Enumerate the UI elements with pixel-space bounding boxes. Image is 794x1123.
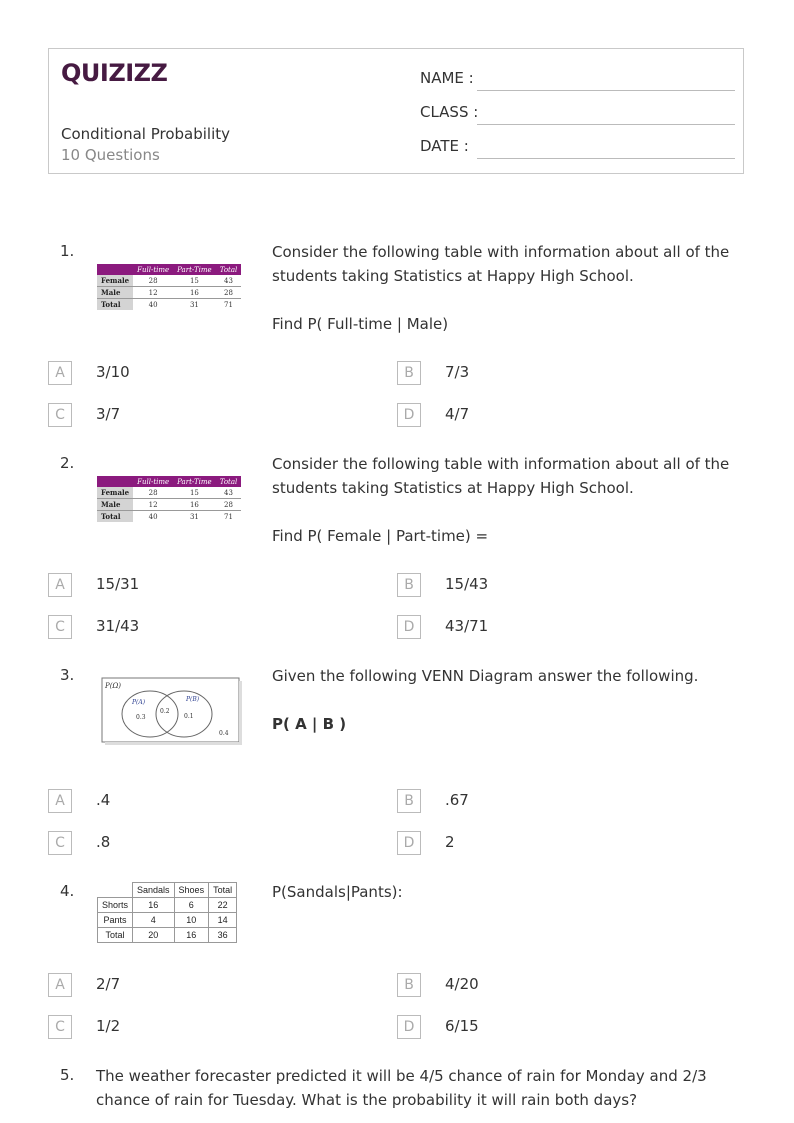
- svg-text:P(B): P(B): [186, 696, 200, 703]
- question-number: 4.: [60, 882, 75, 900]
- question-number: 3.: [60, 666, 75, 684]
- svg-text:0.1: 0.1: [184, 713, 194, 720]
- question-text: Given the following VENN Diagram answer the following. P( A | B ): [272, 667, 699, 733]
- question-count: 10 Questions: [61, 146, 160, 164]
- date-line[interactable]: [477, 158, 735, 159]
- question-text: Consider the following table with information about all of the students taking Statistics at Happy High School. Find P( Full-time | Male): [272, 243, 730, 333]
- date-label: DATE :: [420, 137, 469, 155]
- class-line[interactable]: [477, 124, 735, 125]
- name-label: NAME :: [420, 69, 474, 87]
- class-field[interactable]: [420, 103, 735, 125]
- date-field[interactable]: [420, 137, 735, 159]
- svg-text:0.3: 0.3: [136, 714, 146, 721]
- svg-text:0.2: 0.2: [160, 708, 170, 715]
- svg-text:0.4: 0.4: [219, 730, 229, 737]
- venn-diagram-image: [100, 676, 242, 746]
- name-field[interactable]: [420, 69, 735, 91]
- name-line[interactable]: [477, 90, 735, 91]
- frequency-table-image: Full-time Part-Time Total Female 28 15 43 Male 12 16 28 Total 40 31 71: [97, 476, 241, 522]
- question-text: P(Sandals|Pants):: [272, 883, 403, 901]
- question-text: The weather forecaster predicted it will be 4/5 chance of rain for Monday and 2/3 chance of rain for Tuesday. What is the probability it will rain both days?: [96, 1067, 707, 1109]
- question-number: 5.: [60, 1066, 75, 1084]
- class-label: CLASS :: [420, 103, 479, 121]
- frequency-table-image: Full-time Part-Time Total Female 28 15 43 Male 12 16 28 Total 40 31 71: [97, 264, 241, 310]
- question-number: 1.: [60, 242, 75, 260]
- two-way-table-image: Sandals Shoes Total Shorts 16 6 22 Pants 4 10 14 Total 20 16 36: [97, 882, 237, 943]
- question-number: 2.: [60, 454, 75, 472]
- worksheet-title: Conditional Probability: [61, 125, 230, 143]
- quizizz-logo: QUIZIZZ: [61, 59, 168, 87]
- svg-text:P(Ω): P(Ω): [105, 682, 121, 690]
- svg-text:P(A): P(A): [132, 699, 146, 706]
- worksheet-header: [48, 48, 744, 174]
- question-text: Consider the following table with information about all of the students taking Statistics at Happy High School. Find P( Female | Part-time) =: [272, 455, 730, 545]
